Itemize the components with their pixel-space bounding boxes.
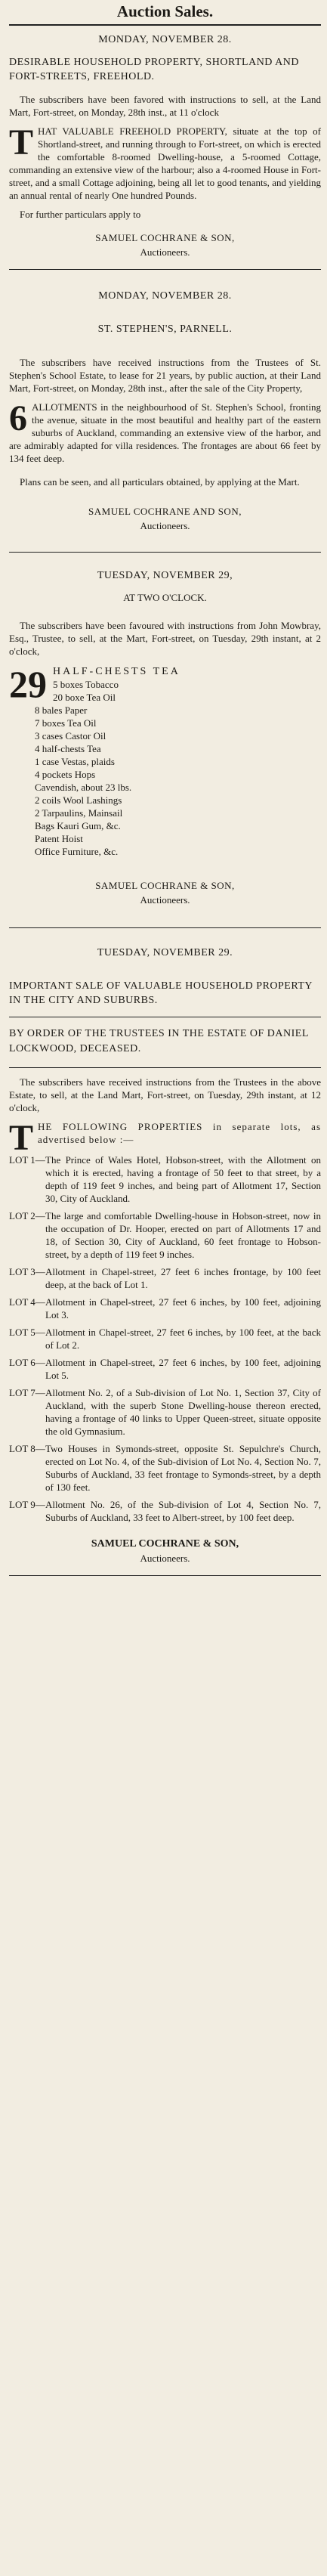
auctioneer-name: SAMUEL COCHRANE & SON, [91,1538,239,1550]
ad-body: The subscribers have been favoured with instructions from John Mowbray, Esq., Trustee, to sell, at the Mart, Fort-street, on Tuesday, 29th instant, at 2 o'clock, [9,620,321,657]
auctioneer-title: Auctioneers. [140,520,190,531]
lot-entry [9,1209,321,1261]
lot-description: Allotment in Chapel-street, 27 feet 6 inches frontage, by 100 feet deep, at the back of Lot 1. [45,1266,321,1290]
ad-date: TUESDAY, NOVEMBER 29. [97,947,233,958]
list-item: Office Furniture, &c. [35,846,119,857]
item-list [9,665,321,864]
list-item: 1 case Vestas, plaids [35,756,115,767]
items [9,665,321,858]
lot-entry [9,1442,321,1494]
divider [9,269,321,270]
ad-date: MONDAY, NOVEMBER 28. [98,34,232,45]
lot-description: The Prince of Wales Hotel, Hobson-street, with the Allotment on which it is erected, having a frontage of 50 feet to that street, by a depth of 119 feet 9 inches, and being part of Allotment 17, Section 30, City of Auckland. [45,1154,321,1204]
auctioneer-name: SAMUEL COCHRANE & SON, [95,880,235,891]
ad-mowbray-sale [9,569,321,906]
lot-description: Allotment No. 2, of a Sub-division of Lot No. 1, Section 37, City of Auckland, with the superb Stone Dwelling-house thereon erected, having a frontage of 40 links to Upper Queen-street, situate opposite the old Gymnasium. [45,1387,321,1437]
lot-description: Allotment No. 26, of the Sub-division of Lot 4, Section No. 7, Suburbs of Auckland, 33 feet to Albert-street, by 100 feet deep. [45,1499,321,1523]
lot-description: Allotment in Chapel-street, 27 feet 6 inches, by 100 feet, adjoining Lot 3. [45,1296,321,1321]
auctioneer-title: Auctioneers. [140,894,190,906]
ad-lead-paragraph [9,1118,321,1158]
ad-date: MONDAY, NOVEMBER 28. [98,290,232,302]
lot-entry [9,1296,321,1321]
auctioneer-name: SAMUEL COCHRANE & SON, [95,232,235,243]
divider [9,1067,321,1068]
ad-body: Plans can be seen, and all particulars obtained, by applying at the Mart. [20,476,300,488]
ad-st-stephens [9,289,321,532]
ad-lockwood-estate [9,946,321,1565]
ad-lead-text: ALLOTMENTS in the neighbourhood of St. Stephen's School, fronting the avenue, situate in the most beautiful and healthy part of the eastern suburbs of Auckland, commanding an extensive view of the harbor, and are admirably adapted for villa residences. The frontages are about 66 feet by 134 feet deep. [9,401,321,464]
ad-title: DESIRABLE HOUSEHOLD PROPERTY, SHORTLAND AND FORT-STREETS, FREEHOLD. [9,57,299,82]
divider [9,927,321,928]
lot-label: LOT 1— [9,1154,45,1166]
lot-label: LOT 2— [9,1210,45,1221]
lot-description: Allotment in Chapel-street, 27 feet 6 inches, by 100 feet, adjoining Lot 5. [45,1357,321,1381]
list-item: Cavendish, about 23 lbs. [35,782,132,793]
ad-shortland-property [9,33,321,259]
divider [9,1575,321,1576]
ad-title: ST. STEPHEN'S, PARNELL. [97,324,233,335]
lot-label: LOT 9— [9,1499,45,1510]
ad-time: AT TWO O'CLOCK. [123,592,207,603]
lot-label: LOT 3— [9,1266,45,1277]
lot-entry [9,1356,321,1382]
ad-title: IMPORTANT SALE OF VALUABLE HOUSEHOLD PROPERTY IN THE CITY AND SUBURBS. [9,980,313,1006]
lot-entry [9,1386,321,1438]
trustee-order: BY ORDER OF THE TRUSTEES IN THE ESTATE OF DANIEL LOCKWOOD, DECEASED. [9,1028,309,1054]
auctioneer-title: Auctioneers. [140,246,190,258]
list-item: 3 cases Castor Oil [35,730,106,742]
auctioneer-title: Auctioneers. [140,1553,190,1564]
list-item: 20 boxe Tea Oil [53,692,116,703]
list-item: HALF-CHESTS TEA [53,666,180,677]
lot-label: LOT 5— [9,1327,45,1338]
lot-label: LOT 7— [9,1387,45,1398]
list-item: 7 boxes Tea Oil [35,717,97,729]
quantity-number: 29 [9,665,47,705]
list-item: 2 Tarpaulins, Mainsail [35,807,123,819]
list-item: 4 pockets Hops [35,769,96,780]
auctioneer-name: SAMUEL COCHRANE AND SON, [88,506,242,517]
lot-entry [9,1326,321,1351]
ad-lead-text: HE FOLLOWING PROPERTIES in separate lots, as advertised below :— [38,1121,321,1145]
ad-lead-text: HAT VALUABLE FREEHOLD PROPERTY, situate at the top of Shortland-street, and running through to Fort-street, on which is erected the comfortable 8-roomed Dwelling-house, a 5-roomed Cottage, commanding an extensive view of the harbour; also a 4-roomed House in Fort-street, and a small Cottage adjoining, being all let to good tenants, and yielding an annual rental of nearly One hundred Pounds. [9,125,321,201]
drop-cap: 6 [9,398,27,438]
list-item: Patent Hoist [35,833,83,844]
ad-lead-paragraph [9,122,321,202]
lot-label: LOT 6— [9,1357,45,1368]
list-item: 8 bales Paper [35,704,88,716]
ad-date: TUESDAY, NOVEMBER 29, [97,570,233,581]
lot-entry [9,1498,321,1524]
lot-list [9,1153,321,1524]
page-heading: Auction Sales. [116,2,214,20]
ad-body: The subscribers have received instructions from the Trustees in the above Estate, to sell, at the Land Mart, Fort-street, on Tuesday, 29th instant, at 12 o'clock, [9,1076,321,1113]
lot-entry [9,1153,321,1205]
lot-description: The large and comfortable Dwelling-house in Hobson-street, now in the occupation of Dr. Hooper, erected on part of Allotments 17 and 18, of Section 30, City of Auckland, 60 feet frontage to Hobson-street, by a depth of 119 feet 9 inches. [45,1210,321,1260]
lot-entry [9,1265,321,1291]
divider [9,24,321,26]
ad-body: The subscribers have received instructions from the Trustees of St. Stephen's School Estate, to lease for 21 years, by public auction, at their Land Mart, Fort-street, on Monday, 28th inst., after the sale of the City Property, [9,357,321,394]
drop-cap: T [9,122,34,163]
ad-body: For further particulars apply to [20,209,141,220]
list-item: Bags Kauri Gum, &c. [35,820,121,831]
lot-description: Allotment in Chapel-street, 27 feet 6 inches, by 100 feet, at the back of Lot 2. [45,1327,321,1351]
lot-label: LOT 4— [9,1296,45,1308]
lot-description: Two Houses in Symonds-street, opposite St. Sepulchre's Church, erected on Lot No. 4, of the Sub-division of Lot No. 4, Section No. 7, Suburbs of Auckland, 33 feet frontage to Symonds-street, by a depth of 130 feet. [45,1443,321,1493]
list-item: 4 half-chests Tea [35,743,101,754]
list-item: 5 boxes Tobacco [53,679,119,690]
ad-lead-paragraph [9,398,321,465]
divider [9,552,321,553]
drop-cap: T [9,1118,34,1158]
ad-body: The subscribers have been favored with instructions to sell, at the Land Mart, Fort-street, on Monday, 28th inst., at 11 o'clock [9,94,321,118]
lot-label: LOT 8— [9,1443,45,1454]
list-item: 2 coils Wool Lashings [35,794,122,806]
